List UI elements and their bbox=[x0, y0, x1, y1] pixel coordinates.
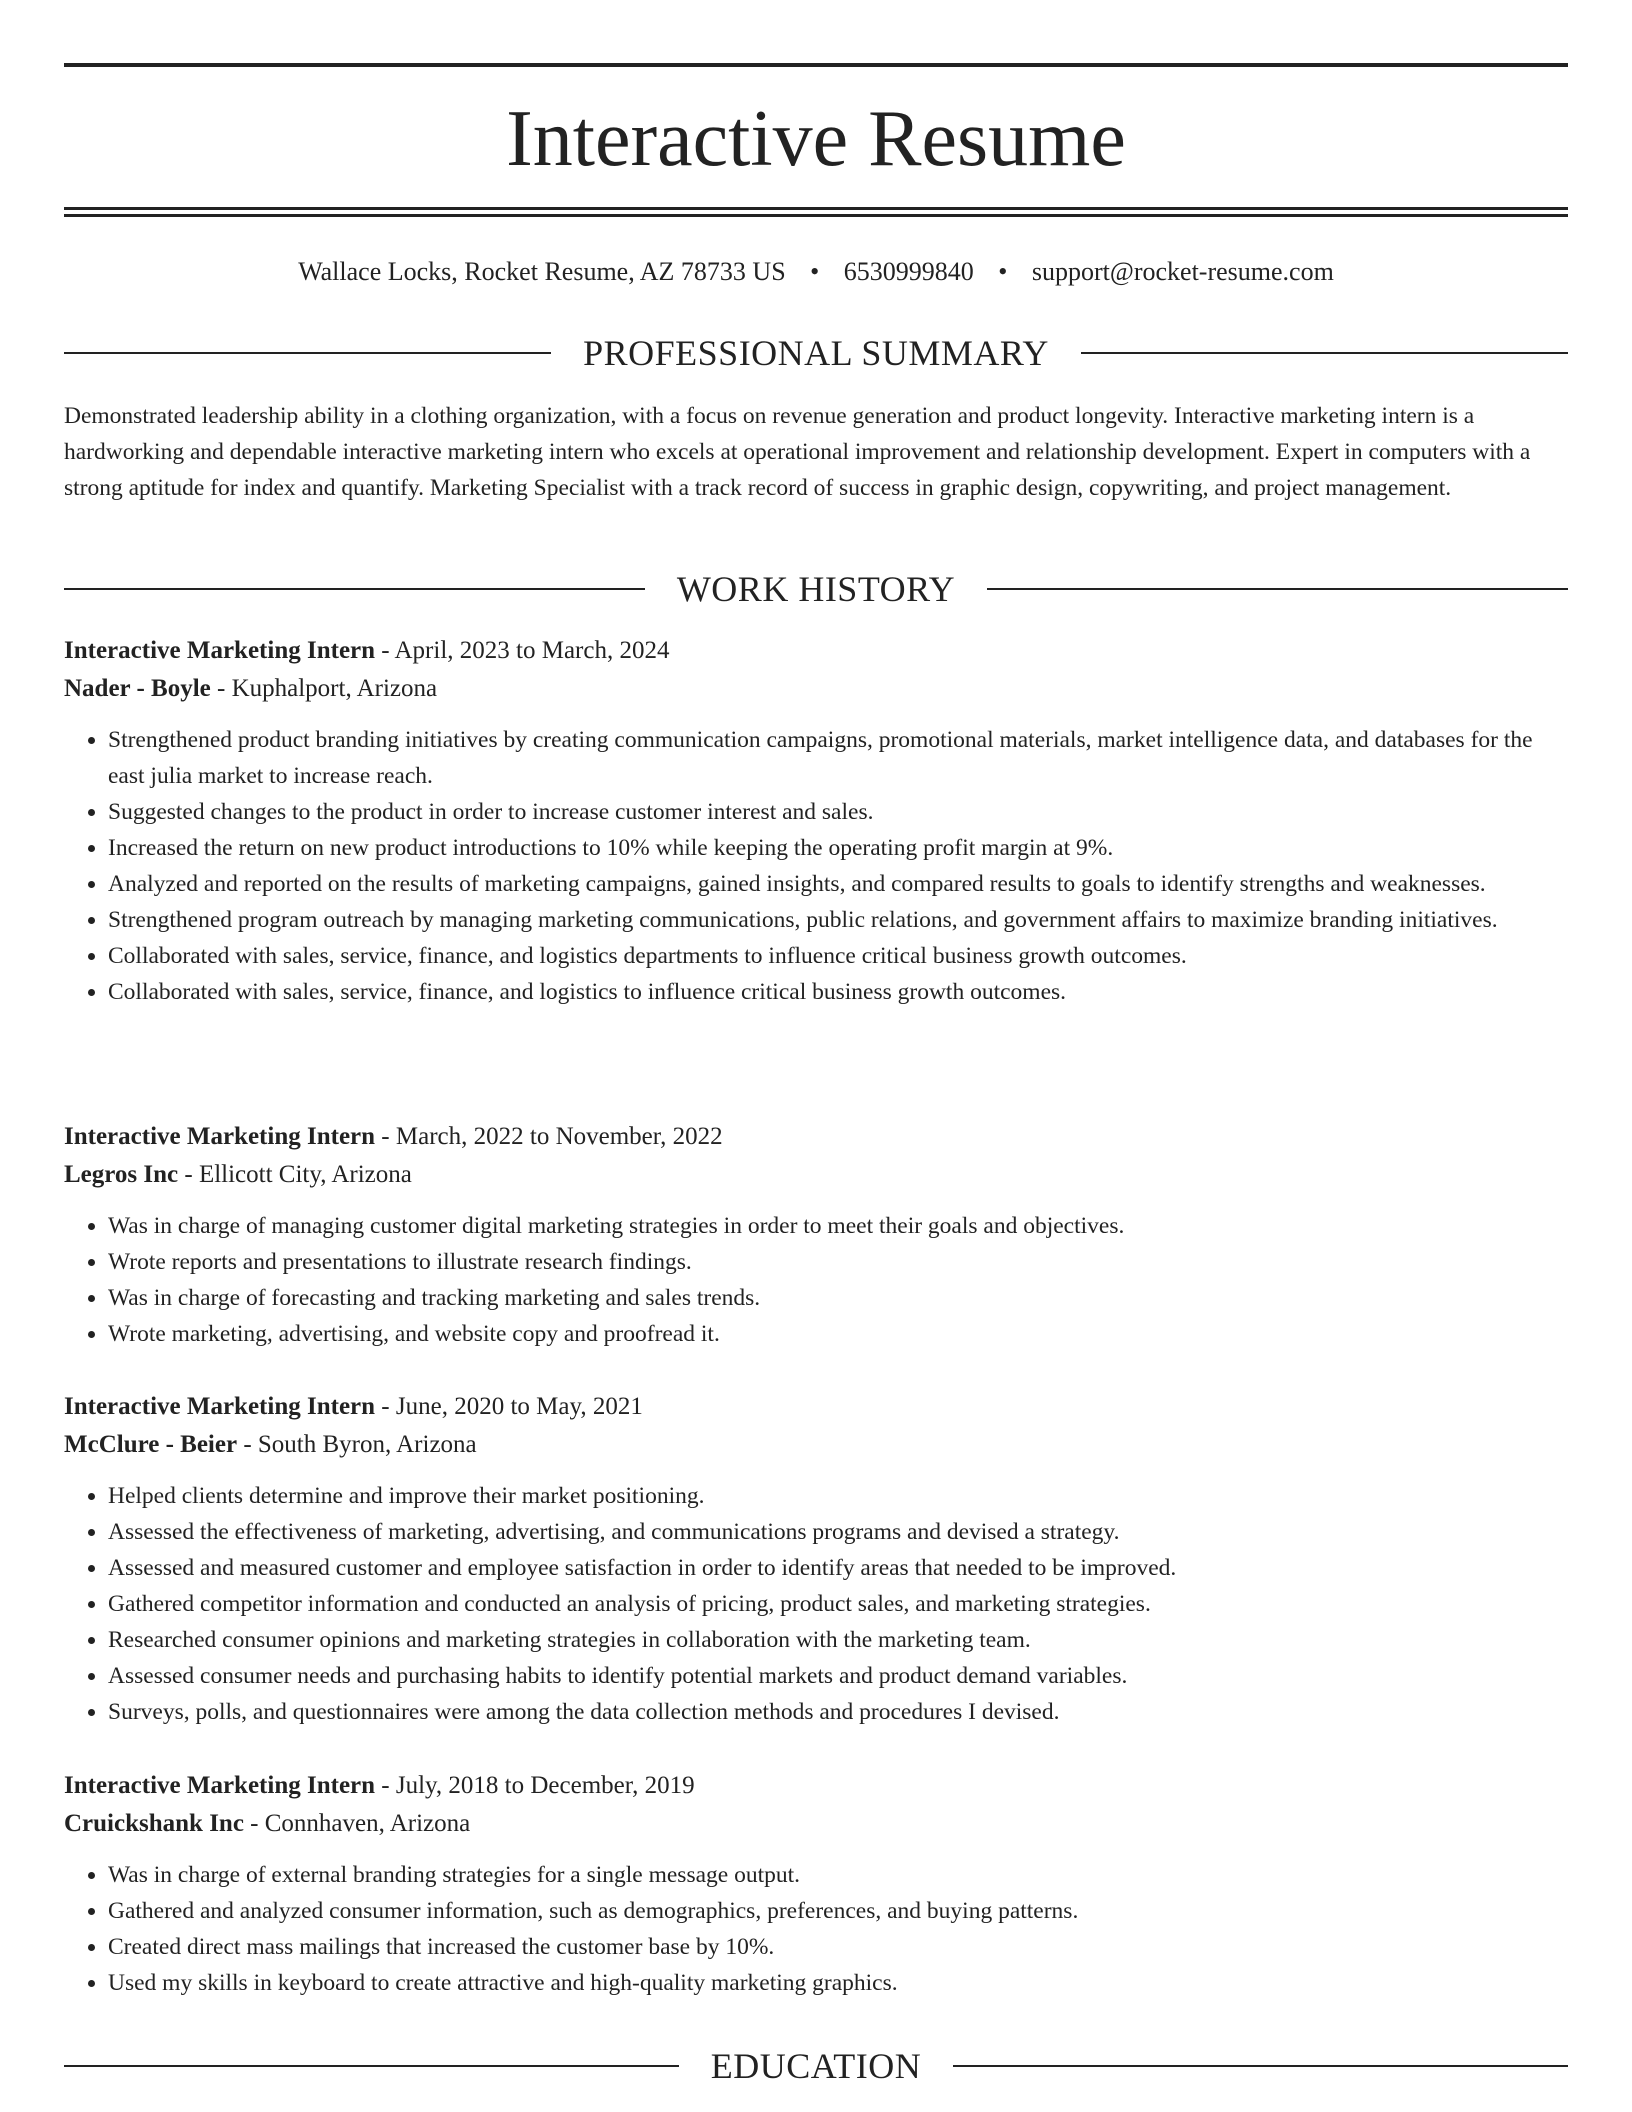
top-rule bbox=[64, 63, 1568, 67]
resume-title: Interactive Resume bbox=[506, 95, 1126, 183]
job-location: - Kuphalport, Arizona bbox=[210, 675, 438, 702]
list-item: • Collaborated with sales, service, finance, and logistics departments to influence critical business growth outcomes. bbox=[108, 938, 1568, 974]
job-location: - Connhaven, Arizona bbox=[243, 1810, 471, 1837]
job-dates: - March, 2022 to November, 2022 bbox=[375, 1123, 723, 1150]
contact-email: support@rocket-resume.com bbox=[1031, 257, 1334, 286]
list-item: • Surveys, polls, and questionnaires were among the data collection methods and procedures I devised. bbox=[108, 1694, 1568, 1730]
job-company-line bbox=[64, 670, 1568, 708]
section-rule-left bbox=[64, 588, 645, 590]
list-item: • Created direct mass mailings that increased the customer base by 10%. bbox=[108, 1929, 1568, 1965]
summary-text: Demonstrated leadership ability in a clothing organization, with a focus on revenue generation and product longevity. Interactive marketing intern is a hardworking and dependable interactive marketing intern who excels at operational improvement and relationship development. Expert in computers with a strong aptitude for index and quantify. Marketing Specialist with a track record of success in graphic design, copywriting, and project management. bbox=[64, 403, 1531, 501]
list-item: • Increased the return on new product introductions to 10% while keeping the operating profit margin at 9%. bbox=[108, 830, 1568, 866]
job-title: Interactive Marketing Intern bbox=[64, 637, 376, 664]
list-item: • Suggested changes to the product in order to increase customer interest and sales. bbox=[108, 794, 1568, 830]
section-rule-right bbox=[953, 2065, 1568, 2067]
job-company: Cruickshank Inc bbox=[64, 1810, 244, 1837]
job-title-line bbox=[64, 1388, 1568, 1426]
job-company: Nader - Boyle bbox=[64, 675, 211, 702]
list-item: • Collaborated with sales, service, finance, and logistics to influence critical business growth outcomes. bbox=[108, 974, 1568, 1010]
summary-section-header bbox=[64, 331, 1568, 375]
job-company: Legros Inc bbox=[64, 1161, 179, 1188]
job-location: - Ellicott City, Arizona bbox=[178, 1161, 412, 1188]
job-company-line bbox=[64, 1805, 1568, 1843]
section-rule-right bbox=[987, 588, 1568, 590]
list-item: • Gathered and analyzed consumer information, such as demographics, preferences, and buying patterns. bbox=[108, 1893, 1568, 1929]
list-item: • Assessed and measured customer and employee satisfaction in order to identify areas that needed to be improved. bbox=[108, 1550, 1568, 1586]
contact-line bbox=[64, 255, 1568, 289]
job-dates: - April, 2023 to March, 2024 bbox=[375, 637, 670, 664]
list-item: • Researched consumer opinions and marketing strategies in collaboration with the marketing team. bbox=[108, 1622, 1568, 1658]
list-item: • Strengthened product branding initiatives by creating communication campaigns, promotional materials, market intelligence data, and databases for the east julia market to increase reach. bbox=[108, 722, 1568, 794]
job-title-line bbox=[64, 1118, 1568, 1156]
job-entry bbox=[64, 1118, 1568, 1352]
section-title: WORK HISTORY bbox=[676, 569, 956, 609]
contact-phone: 6530999840 bbox=[843, 257, 974, 286]
contact-separator: • bbox=[810, 257, 820, 286]
job-title: Interactive Marketing Intern bbox=[64, 1393, 376, 1420]
job-bullets bbox=[64, 722, 1568, 1010]
job-company-line bbox=[64, 1426, 1568, 1464]
job-company-line bbox=[64, 1156, 1568, 1194]
section-rule-right bbox=[1081, 352, 1568, 354]
job-title-line bbox=[64, 1767, 1568, 1805]
job-dates: - July, 2018 to December, 2019 bbox=[375, 1772, 695, 1799]
work-history-section-header bbox=[64, 567, 1568, 611]
list-item: • Assessed consumer needs and purchasing habits to identify potential markets and product demand variables. bbox=[108, 1658, 1568, 1694]
job-entry bbox=[64, 1767, 1568, 2001]
job-bullets bbox=[64, 1478, 1568, 1730]
job-entry bbox=[64, 1388, 1568, 1730]
title-double-rule bbox=[64, 207, 1568, 217]
list-item: • Was in charge of managing customer digital marketing strategies in order to meet their goals and objectives. bbox=[108, 1208, 1568, 1244]
job-bullets bbox=[64, 1208, 1568, 1352]
contact-address: Wallace Locks, Rocket Resume, AZ 78733 US bbox=[298, 257, 786, 286]
list-item: • Strengthened program outreach by managing marketing communications, public relations, and government affairs to maximize branding initiatives. bbox=[108, 902, 1568, 938]
list-item: • Gathered competitor information and conducted an analysis of pricing, product sales, and marketing strategies. bbox=[108, 1586, 1568, 1622]
section-title: EDUCATION bbox=[710, 2046, 922, 2086]
job-dates: - June, 2020 to May, 2021 bbox=[375, 1393, 643, 1420]
list-item: • Analyzed and reported on the results of marketing campaigns, gained insights, and compared results to goals to identify strengths and weaknesses. bbox=[108, 866, 1568, 902]
education-section-header bbox=[64, 2044, 1568, 2088]
list-item: • Used my skills in keyboard to create attractive and high-quality marketing graphics. bbox=[108, 1965, 1568, 2001]
section-rule-left bbox=[64, 2065, 679, 2067]
list-item: • Assessed the effectiveness of marketing, advertising, and communications programs and devised a strategy. bbox=[108, 1514, 1568, 1550]
job-title: Interactive Marketing Intern bbox=[64, 1772, 376, 1799]
job-bullets bbox=[64, 1857, 1568, 2001]
list-item: • Wrote marketing, advertising, and website copy and proofread it. bbox=[108, 1316, 1568, 1352]
job-location: - South Byron, Arizona bbox=[237, 1431, 477, 1458]
section-rule-left bbox=[64, 352, 551, 354]
job-title: Interactive Marketing Intern bbox=[64, 1123, 376, 1150]
job-entry bbox=[64, 632, 1568, 1010]
list-item: • Wrote reports and presentations to illustrate research findings. bbox=[108, 1244, 1568, 1280]
contact-separator: • bbox=[998, 257, 1008, 286]
job-company: McClure - Beier bbox=[64, 1431, 238, 1458]
list-item: • Helped clients determine and improve their market positioning. bbox=[108, 1478, 1568, 1514]
list-item: • Was in charge of external branding strategies for a single message output. bbox=[108, 1857, 1568, 1893]
list-item: • Was in charge of forecasting and tracking marketing and sales trends. bbox=[108, 1280, 1568, 1316]
job-title-line bbox=[64, 632, 1568, 670]
section-title: PROFESSIONAL SUMMARY bbox=[583, 333, 1049, 373]
